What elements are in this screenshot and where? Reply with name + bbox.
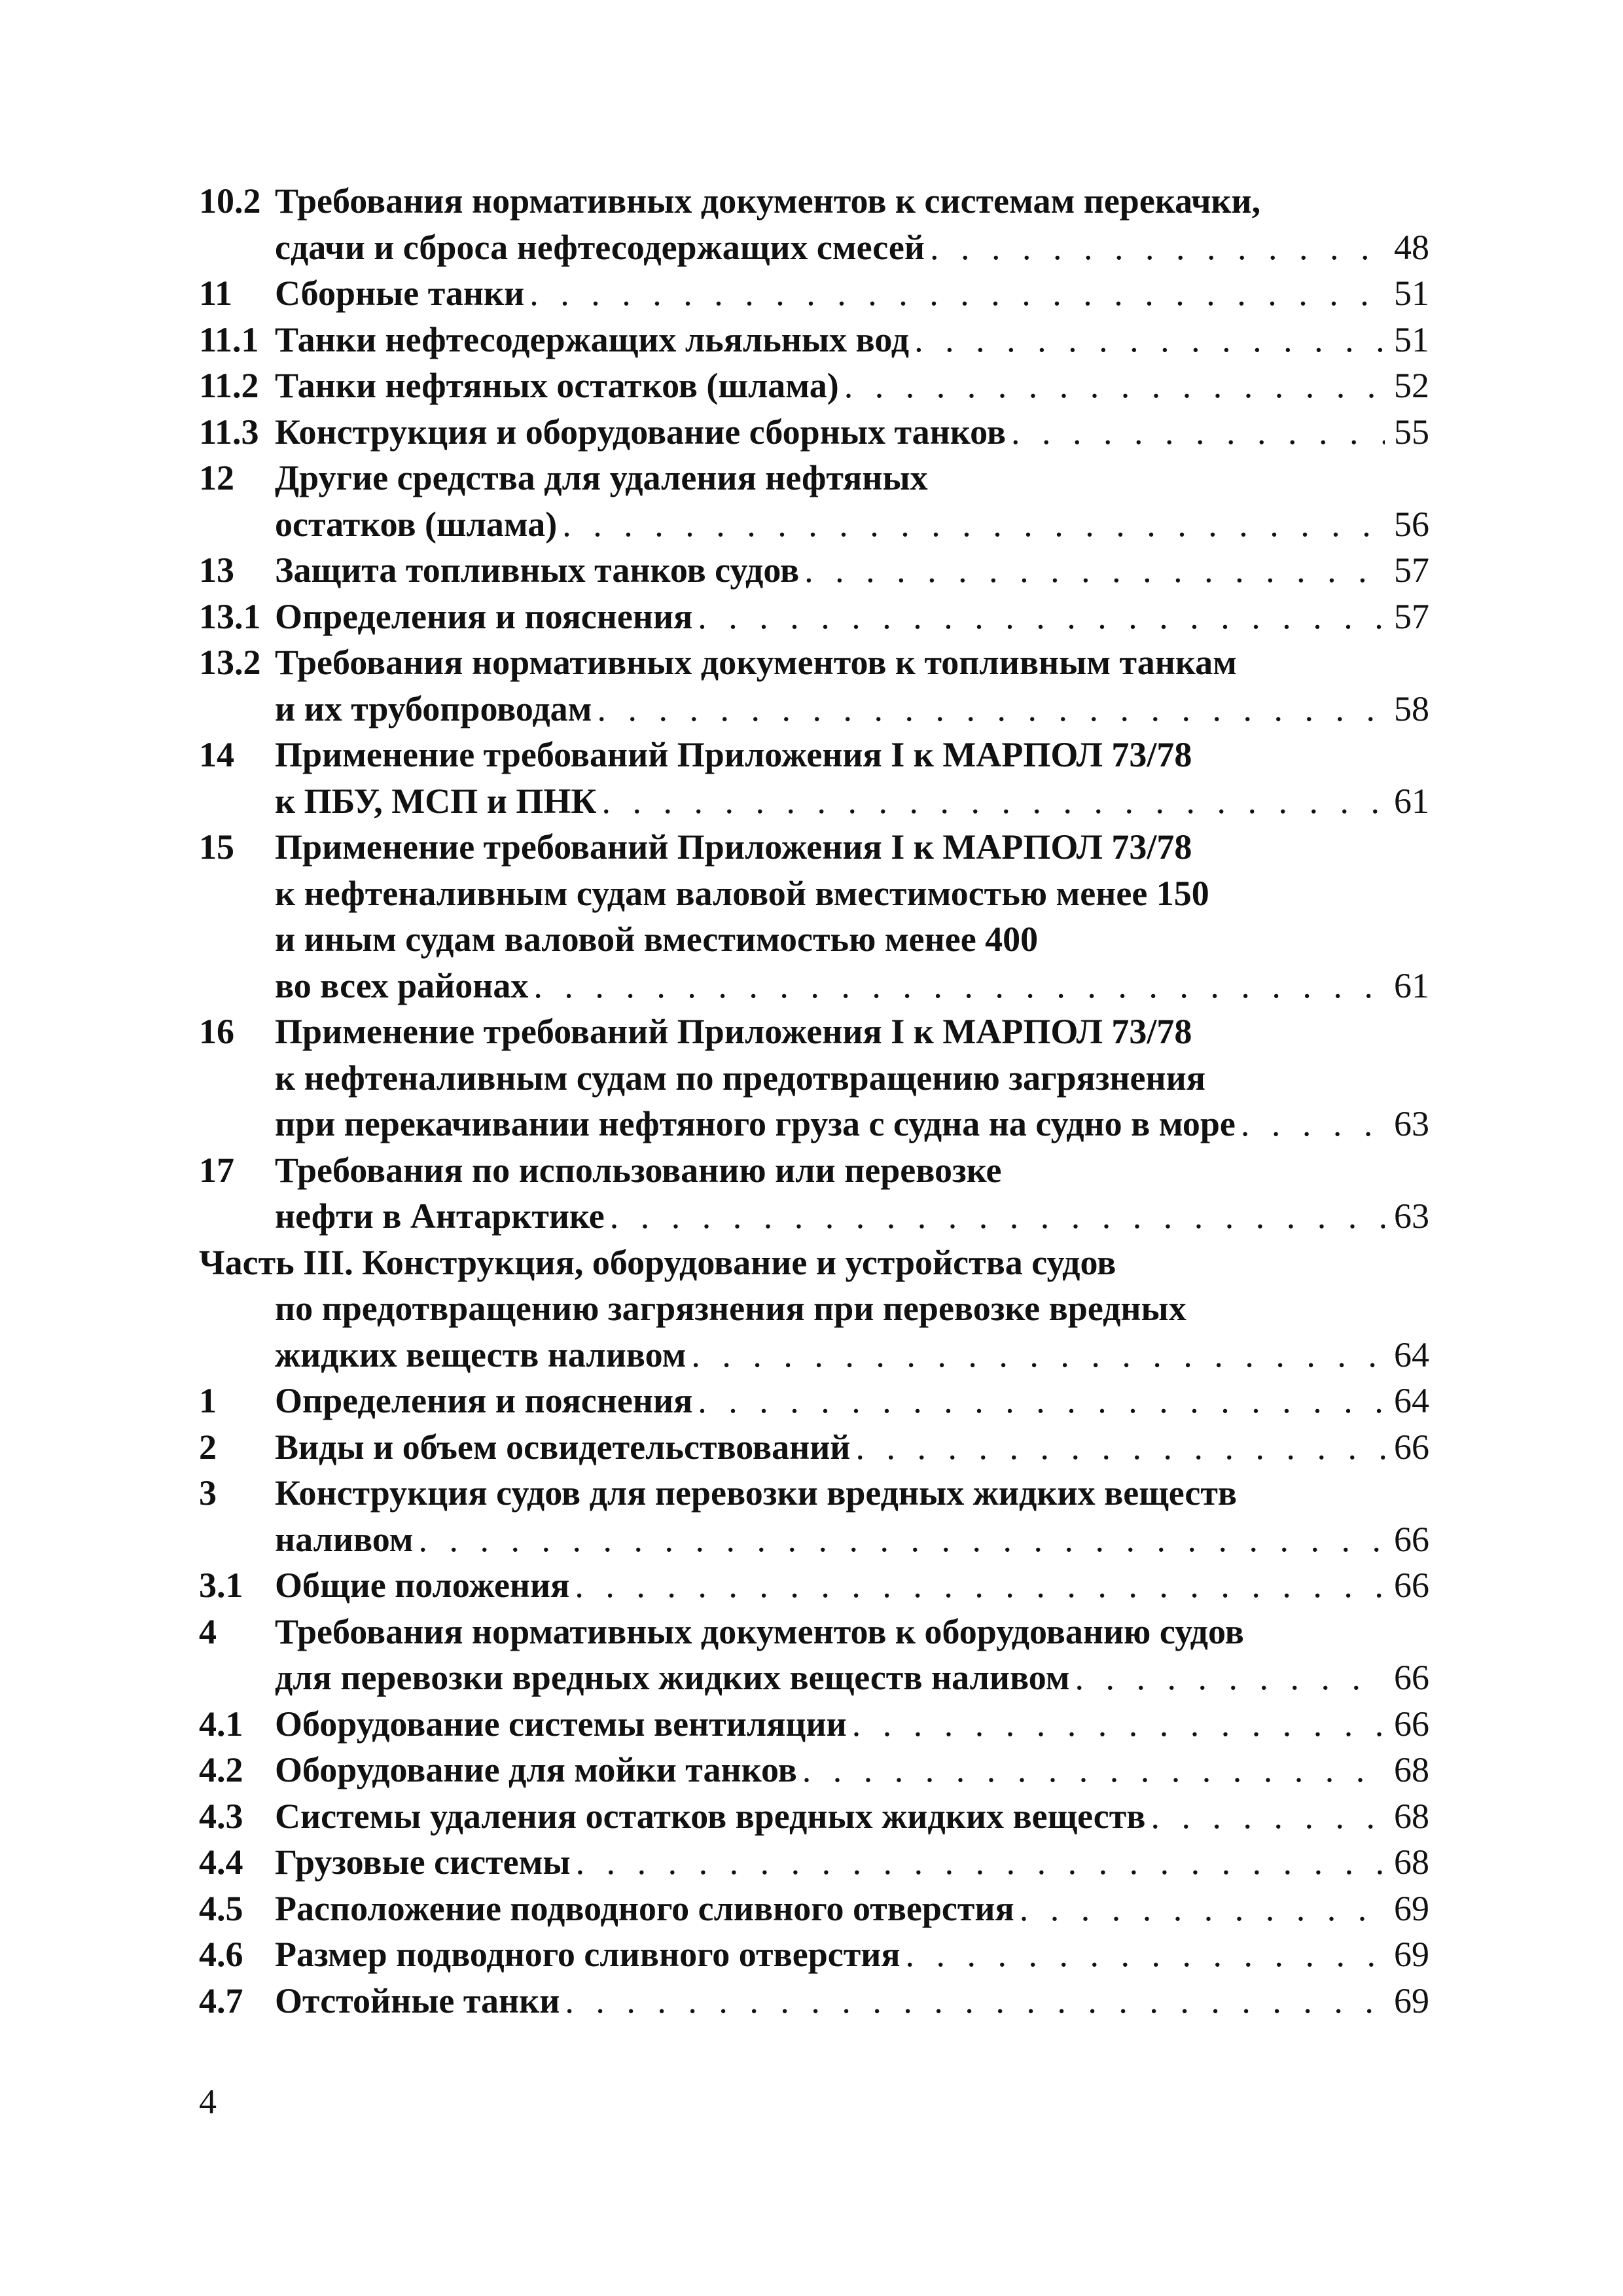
toc-entry-title: к нефтеналивным судам по предотвращению загрязнения: [275, 1058, 1205, 1098]
toc-entry-title: и их трубопроводам: [275, 689, 592, 728]
toc-entry-number: 3.1: [199, 1566, 243, 1605]
toc-entry-title-line: [275, 1978, 1429, 2024]
dot-leader: [533, 963, 1385, 1009]
toc-page-number[interactable]: 63: [1394, 1196, 1429, 1236]
toc-line: [199, 1978, 1429, 2024]
toc-entry-number: 4.2: [199, 1750, 243, 1789]
toc-line: [199, 1747, 1429, 1793]
toc-entry-number: 15: [199, 827, 234, 867]
toc-line: [199, 639, 1429, 686]
toc-entry-title-line: [275, 1886, 1429, 1932]
toc-line: [199, 1562, 1429, 1609]
toc-entry-title: Требования нормативных документов к топливным танкам: [275, 643, 1237, 682]
toc-page-number[interactable]: 69: [1394, 1981, 1429, 2020]
toc-entry-title: Часть III. Конструкция, оборудование и устройства судов: [199, 1242, 1116, 1282]
toc-line: [199, 594, 1429, 640]
toc-entry-title-line: [275, 1839, 1429, 1886]
dot-leader: [855, 1424, 1385, 1471]
toc-page-number[interactable]: 57: [1394, 596, 1429, 636]
dot-leader: [698, 1378, 1385, 1424]
toc-entry-title-line: [275, 1285, 1429, 1332]
toc-page-number[interactable]: 56: [1394, 504, 1429, 544]
toc-entry-title: при перекачивании нефтяного груза с судна на судно в море: [275, 1104, 1236, 1143]
toc-line: [199, 1378, 1429, 1424]
toc-entry-title: Отстойные танки: [275, 1981, 560, 2020]
dot-leader: [1150, 1793, 1385, 1840]
toc-page-number[interactable]: 66: [1394, 1427, 1429, 1467]
dot-leader: [529, 270, 1385, 317]
toc-entry-number: 4.7: [199, 1981, 243, 2020]
toc-entry-title: жидких веществ наливом: [275, 1335, 687, 1374]
toc-line: [199, 455, 1429, 501]
toc-entry-title-line: [275, 1332, 1429, 1378]
toc-entry-title: Грузовые системы: [275, 1842, 571, 1882]
toc-entry-title-line: [275, 1516, 1429, 1563]
toc-entry-number: 14: [199, 735, 234, 774]
toc-entry-number: 13: [199, 550, 234, 590]
toc-page-number[interactable]: 55: [1394, 412, 1429, 452]
dot-leader: [930, 224, 1385, 271]
toc-page-number[interactable]: 64: [1394, 1335, 1429, 1374]
toc-entry-number: 13.1: [199, 596, 261, 636]
toc-line: [199, 1424, 1429, 1471]
toc-line: [199, 1839, 1429, 1886]
dot-leader: [565, 1978, 1385, 2024]
toc-entry-title: Размер подводного сливного отверстия: [275, 1935, 901, 1974]
toc-entry-title: Виды и объем освидетельствований: [275, 1427, 851, 1467]
toc-entry-title-line: [275, 1055, 1429, 1102]
toc-entry-title: сдачи и сброса нефтесодержащих смесей: [275, 227, 925, 267]
dot-leader: [802, 1747, 1385, 1793]
toc-line: [199, 178, 1429, 224]
toc-entry-title-line: [275, 317, 1429, 363]
toc-entry-title-line: [275, 1793, 1429, 1840]
toc-line: [199, 1285, 1429, 1332]
toc-entry-title: Другие средства для удаления нефтяных: [275, 458, 928, 497]
dot-leader: [1075, 1655, 1385, 1701]
dot-leader: [562, 501, 1385, 548]
toc-entry-title-line: [275, 363, 1429, 409]
dot-leader: [597, 686, 1385, 732]
toc-entry-number: 4.5: [199, 1888, 243, 1928]
toc-line: [199, 1701, 1429, 1748]
toc-entry-title-line: [275, 778, 1429, 825]
toc-entry-title: для перевозки вредных жидких веществ наливом: [275, 1658, 1070, 1697]
toc-entry-title: Применение требований Приложения I к МАРПОЛ 73/78: [275, 827, 1192, 867]
toc-entry-number: 4.4: [199, 1842, 243, 1882]
toc-entry-title-line: [275, 732, 1429, 778]
toc-entry-number: 4: [199, 1611, 217, 1651]
toc-line: [199, 1101, 1429, 1147]
toc-page-number[interactable]: 61: [1394, 965, 1429, 1005]
dot-leader: [601, 778, 1385, 825]
toc-entry-title-line: [275, 1470, 1429, 1516]
toc-entry-title-line: [275, 1931, 1429, 1978]
dot-leader: [914, 317, 1385, 363]
toc-line: [199, 547, 1429, 594]
toc-line: [199, 1931, 1429, 1978]
toc-entry-number: 11.1: [199, 319, 259, 359]
toc-line: [199, 732, 1429, 778]
toc-line: [199, 1470, 1429, 1516]
toc-line: [199, 824, 1429, 870]
toc-entry-title-line: [275, 1609, 1429, 1655]
toc-entry-title-line: [275, 1701, 1429, 1748]
dot-leader: [906, 1931, 1385, 1978]
toc-line: [199, 1147, 1429, 1194]
toc-entry-title-line: [275, 1101, 1429, 1147]
toc-line: [199, 1886, 1429, 1932]
toc-entry-title: и иным судам валовой вместимостью менее 400: [275, 920, 1039, 959]
toc-line: [199, 501, 1429, 548]
toc-entry-title-line: [275, 455, 1429, 501]
toc-line: [199, 224, 1429, 271]
toc-page-number[interactable]: 48: [1394, 227, 1429, 267]
toc-entry-title: Применение требований Приложения I к МАРПОЛ 73/78: [275, 1012, 1192, 1051]
toc-page-number[interactable]: 66: [1394, 1519, 1429, 1559]
toc-entry-title: Защита топливных танков судов: [275, 550, 800, 590]
toc-line: [199, 317, 1429, 363]
toc-line: [199, 916, 1429, 963]
toc-line: [199, 686, 1429, 732]
page-number: 4: [199, 2082, 217, 2121]
toc-entry-title: остатков (шлама): [275, 504, 558, 544]
toc-entry-title-line: [275, 824, 1429, 870]
toc-page-number[interactable]: 68: [1394, 1842, 1429, 1882]
toc-entry-title-line: [275, 547, 1429, 594]
toc-page-number[interactable]: 51: [1394, 274, 1429, 313]
toc-entry-title: Определения и пояснения: [275, 1381, 693, 1420]
toc-line: [199, 963, 1429, 1009]
toc-page-number[interactable]: 69: [1394, 1888, 1429, 1928]
toc-entry-title: Системы удаления остатков вредных жидких веществ: [275, 1796, 1146, 1836]
toc-entry-title-line: [275, 224, 1429, 271]
toc-entry-number: 12: [199, 458, 234, 497]
toc-entry-title: во всех районах: [275, 965, 529, 1005]
toc-line: [199, 1055, 1429, 1102]
toc-page-number[interactable]: 57: [1394, 550, 1429, 590]
toc-page-number[interactable]: 68: [1394, 1796, 1429, 1836]
toc-line: [199, 1332, 1429, 1378]
toc-page-number[interactable]: 63: [1394, 1104, 1429, 1143]
toc-entry-number: 10.2: [199, 181, 261, 221]
toc-entry-title: Конструкция и оборудование сборных танков: [275, 412, 1006, 452]
dot-leader: [610, 1193, 1385, 1240]
dot-leader: [1020, 1886, 1385, 1932]
toc-entry-number: 4.1: [199, 1704, 243, 1744]
toc-entry-title-line: [199, 1240, 1429, 1286]
toc-entry-title: Требования по использованию или перевозке: [275, 1150, 1002, 1190]
toc-page-number[interactable]: 61: [1394, 781, 1429, 821]
toc-line: [199, 1793, 1429, 1840]
dot-leader: [852, 1701, 1385, 1748]
dot-leader: [575, 1562, 1385, 1609]
toc-page-number[interactable]: 66: [1394, 1658, 1429, 1697]
toc-entry-number: 16: [199, 1012, 234, 1051]
toc-entry-title-line: [275, 1378, 1429, 1424]
toc-line: [199, 363, 1429, 409]
toc-entry-number: 2: [199, 1427, 217, 1467]
toc-page-number[interactable]: 69: [1394, 1935, 1429, 1974]
toc-entry-title: наливом: [275, 1519, 414, 1559]
toc-entry-title-line: [275, 686, 1429, 732]
toc-entry-number: 4.6: [199, 1935, 243, 1974]
toc-line: [199, 870, 1429, 917]
toc-entry-title: Танки нефтяных остатков (шлама): [275, 366, 839, 405]
toc-entry-title-line: [275, 1009, 1429, 1055]
dot-leader: [804, 547, 1385, 594]
dot-leader: [698, 594, 1385, 640]
toc-entry-title: Сборные танки: [275, 274, 525, 313]
toc-entry-title: к ПБУ, МСП и ПНК: [275, 781, 597, 821]
toc-entry-title: нефти в Антарктике: [275, 1196, 605, 1236]
toc-line: [199, 1655, 1429, 1701]
toc-entry-title: по предотвращению загрязнения при перевозке вредных: [275, 1289, 1186, 1328]
toc-entry-number: 13.2: [199, 643, 261, 682]
toc-line: [199, 409, 1429, 456]
toc-page-number[interactable]: 68: [1394, 1750, 1429, 1789]
toc-entry-number: 17: [199, 1150, 234, 1190]
toc-entry-title: Определения и пояснения: [275, 596, 693, 636]
table-of-contents: [199, 178, 1429, 2024]
toc-entry-title-line: [275, 639, 1429, 686]
toc-entry-title-line: [275, 594, 1429, 640]
toc-entry-number: 4.3: [199, 1796, 243, 1836]
dot-leader: [419, 1516, 1385, 1563]
toc-entry-title-line: [275, 178, 1429, 224]
toc-entry-title-line: [275, 1562, 1429, 1609]
toc-page-number[interactable]: 51: [1394, 319, 1429, 359]
toc-line: [199, 1516, 1429, 1563]
toc-page-number[interactable]: 58: [1394, 689, 1429, 728]
toc-page-number[interactable]: 66: [1394, 1566, 1429, 1605]
toc-line: [199, 1193, 1429, 1240]
dot-leader: [1241, 1101, 1385, 1147]
toc-entry-number: 1: [199, 1381, 217, 1420]
toc-page-number[interactable]: 52: [1394, 366, 1429, 405]
toc-line: [199, 1240, 1429, 1286]
toc-entry-title: Применение требований Приложения I к МАРПОЛ 73/78: [275, 735, 1192, 774]
toc-page-number[interactable]: 66: [1394, 1704, 1429, 1744]
toc-entry-number: 11.2: [199, 366, 259, 405]
toc-entry-title-line: [275, 916, 1429, 963]
dot-leader: [844, 363, 1385, 409]
toc-entry-title: Оборудование системы вентиляции: [275, 1704, 847, 1744]
toc-line: [199, 270, 1429, 317]
toc-entry-title-line: [275, 1147, 1429, 1194]
toc-entry-title-line: [275, 1655, 1429, 1701]
toc-entry-title: Танки нефтесодержащих льяльных вод: [275, 319, 910, 359]
toc-entry-title: Расположение подводного сливного отверстия: [275, 1888, 1014, 1928]
dot-leader: [691, 1332, 1385, 1378]
toc-entry-title: Требования нормативных документов к системам перекачки,: [275, 181, 1261, 221]
toc-entry-title: Оборудование для мойки танков: [275, 1750, 797, 1789]
toc-line: [199, 1609, 1429, 1655]
toc-entry-title: Конструкция судов для перевозки вредных жидких веществ: [275, 1473, 1238, 1513]
dot-leader: [1011, 409, 1385, 456]
toc-entry-title-line: [275, 870, 1429, 917]
toc-entry-title-line: [275, 963, 1429, 1009]
toc-entry-title-line: [275, 1424, 1429, 1471]
toc-entry-title-line: [275, 1193, 1429, 1240]
toc-entry-number: 11.3: [199, 412, 259, 452]
toc-entry-title-line: [275, 409, 1429, 456]
toc-entry-title-line: [275, 1747, 1429, 1793]
toc-entry-number: 3: [199, 1473, 217, 1513]
toc-entry-title: к нефтеналивным судам валовой вместимостью менее 150: [275, 873, 1209, 913]
toc-entry-number: 11: [199, 274, 233, 313]
toc-entry-title: Общие положения: [275, 1566, 570, 1605]
toc-entry-title-line: [275, 270, 1429, 317]
toc-page-number[interactable]: 64: [1394, 1381, 1429, 1420]
toc-entry-title-line: [275, 501, 1429, 548]
toc-entry-title: Требования нормативных документов к оборудованию судов: [275, 1611, 1244, 1651]
toc-line: [199, 778, 1429, 825]
dot-leader: [576, 1839, 1385, 1886]
toc-line: [199, 1009, 1429, 1055]
